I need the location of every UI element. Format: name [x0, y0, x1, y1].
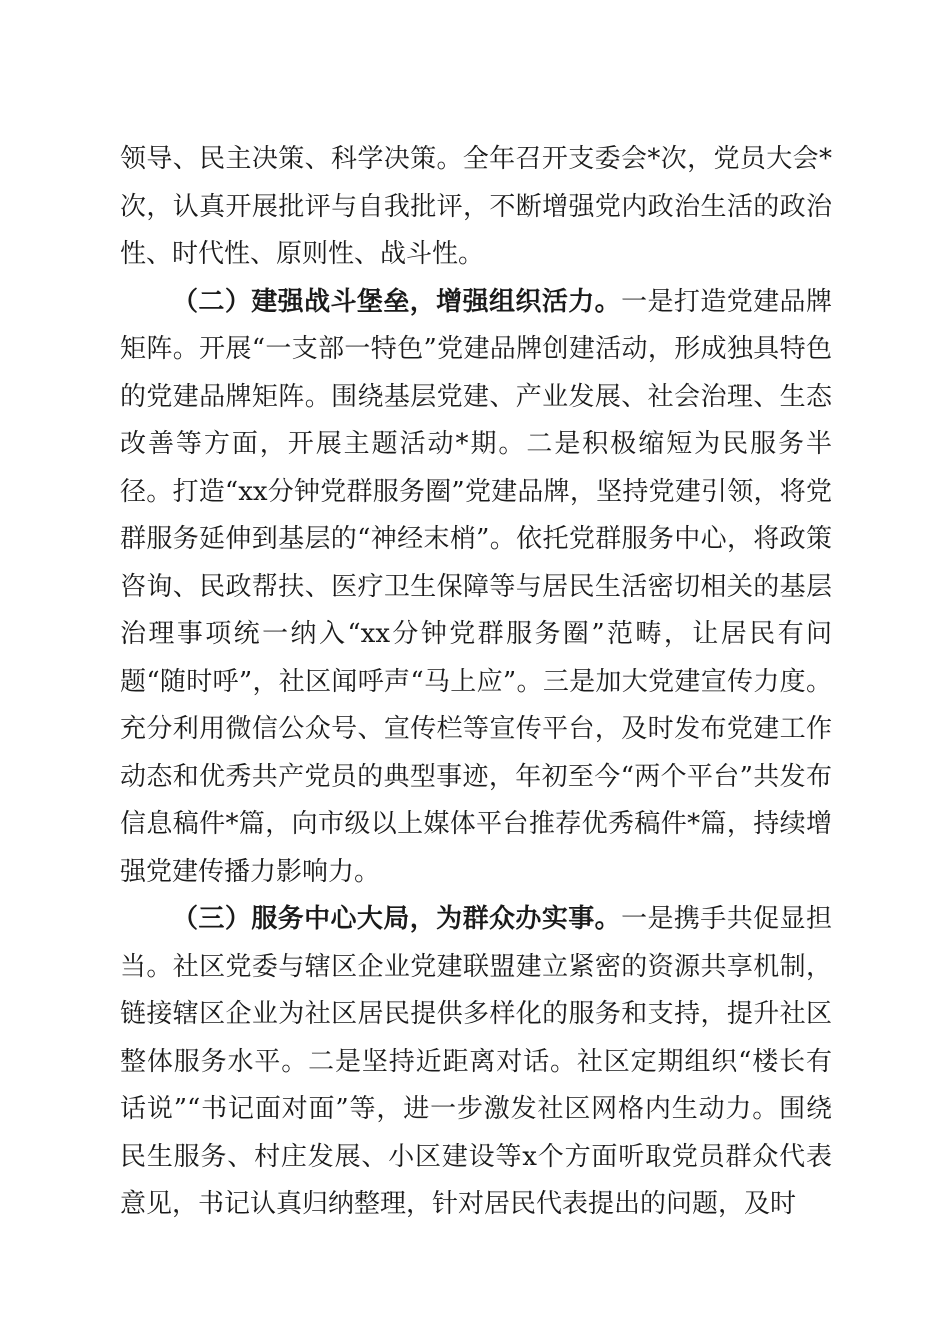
paragraph-body: 领导、民主决策、科学决策。全年召开支委会*次，党员大会*次，认真开展批评与自我批评，不断增强党内政治生活的政治性、时代性、原则性、战斗性。 [120, 144, 832, 269]
section-heading: （二）建强战斗堡垒，增强组织活力。 [172, 286, 622, 317]
paragraph-section-3 [120, 896, 832, 1229]
document-page [120, 136, 832, 1229]
paragraph-body: 一是打造党建品牌矩阵。开展“一支部一特色”党建品牌创建活动，形成独具特色的党建品牌矩阵。围绕基层党建、产业发展、社会治理、生态改善等方面，开展主题活动*期。二是积极缩短为民服务半径。打造“xx分钟党群服务圈”党建品牌，坚持党建引领，将党群服务延伸到基层的“神经末梢”。依托党群服务中心，将政策咨询、民政帮扶、医疗卫生保障等与居民生活密切相关的基层治理事项统一纳入“xx分钟党群服务圈”范畴，让居民有问题“随时呼”，社区闻呼声“马上应”。三是加大党建宣传力度。充分利用微信公众号、宣传栏等宣传平台，及时发布党建工作动态和优秀共产党员的典型事迹，年初至今“两个平台”共发布信息稿件*篇，向市级以上媒体平台推荐优秀稿件*篇，持续增强党建传播力影响力。 [120, 286, 832, 887]
paragraph-continuation [120, 136, 832, 279]
paragraph-body: 一是携手共促显担当。社区党委与辖区企业党建联盟建立紧密的资源共享机制，链接辖区企业为社区居民提供多样化的服务和支持，提升社区整体服务水平。二是坚持近距离对话。社区定期组织“楼长有话说”“书记面对面”等，进一步激发社区网格内生动力。围绕民生服务、村庄发展、小区建设等x个方面听取党员群众代表意见，书记认真归纳整理，针对居民代表提出的问题，及时 [120, 904, 832, 1219]
paragraph-section-2 [120, 279, 832, 897]
section-heading: （三）服务中心大局，为群众办实事。 [172, 904, 622, 934]
